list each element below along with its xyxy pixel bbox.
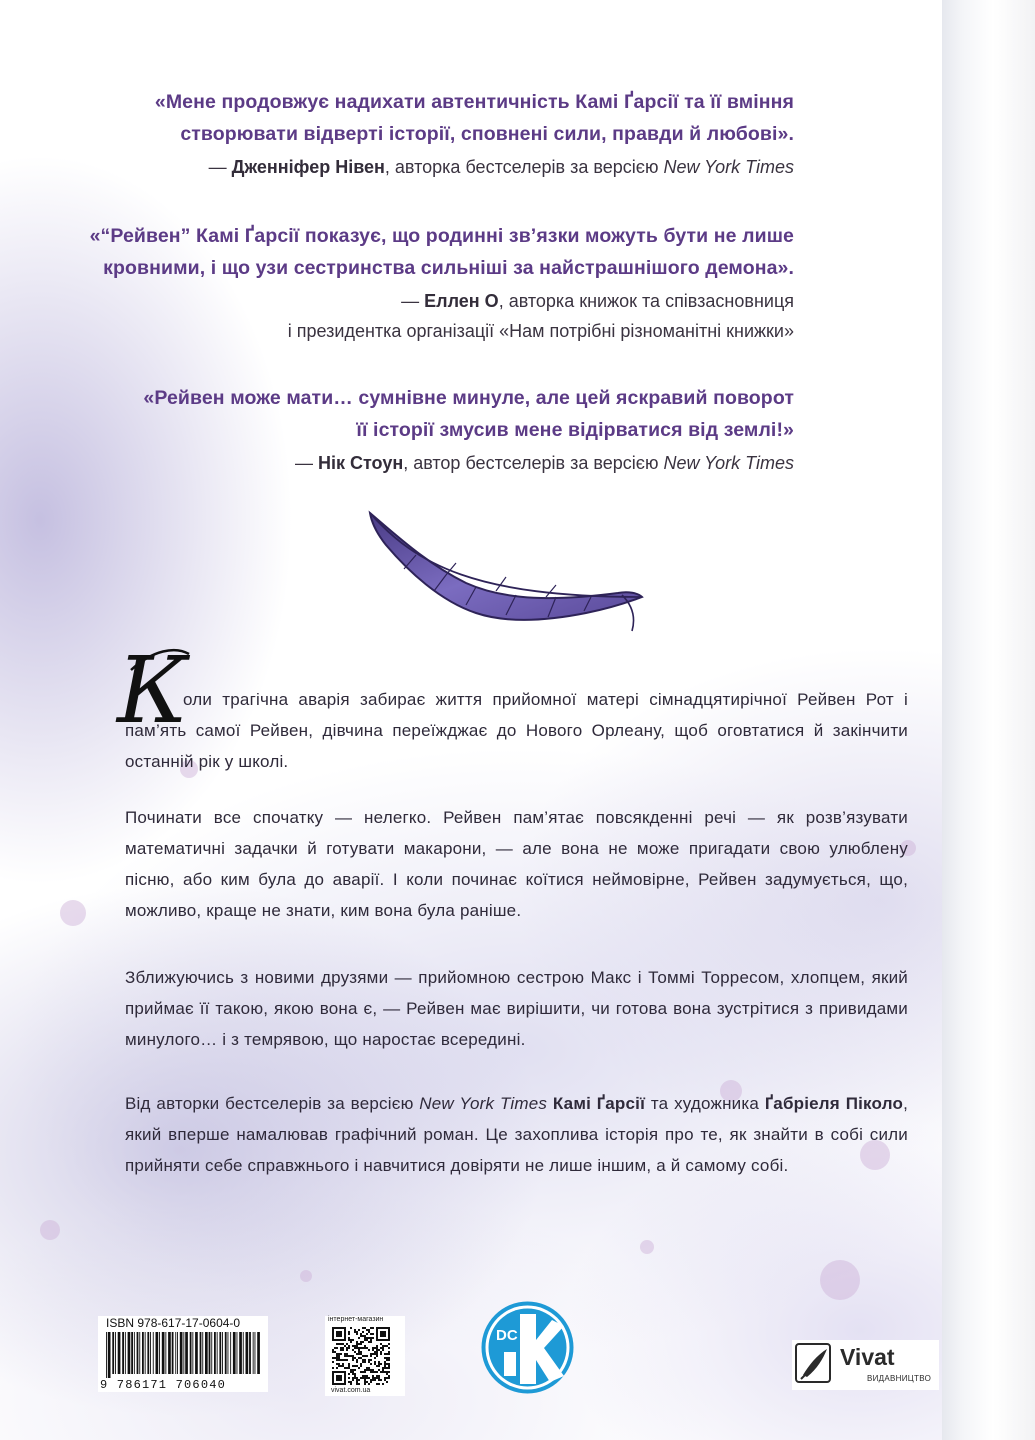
quote-3-line-2: її історії змусив мене відірватися від землі!»: [356, 419, 794, 441]
description-paragraph-2: Починати все спочатку — нелегко. Рейвен пам’ятає повсякденні речі — як розв’язувати математичні задачки й готувати макарони, — але вона не може пригадати свою улюблену пісню, або ким була до аварії. І коли починає коїтися неймовірне, Рейвен задумується, що, можливо, краще не знати, ким вона була раніше.: [125, 808, 908, 920]
attribution-dash: —: [294, 453, 318, 473]
quote-1-line-1: «Мене продовжує надихати автентичність Камі Ґарсії та її вміння: [154, 91, 794, 113]
quote-3-attribution: [143, 448, 794, 478]
publisher-subtitle: ВИДАВНИЦТВО: [867, 1374, 932, 1383]
isbn-barcode: [98, 1316, 268, 1392]
attribution-text: , авторка бестселерів за версією: [384, 157, 664, 177]
attribution-name: Нік Стоун: [317, 453, 404, 473]
vivat-publisher-logo: [792, 1340, 939, 1390]
description-paragraph-1: оли трагічна аварія забирає життя прийомної матері сімнадцятирічної Рейвен Рот і пам’ять самої Рейвен, дівчина переїжджає до Нового Орлеану, щоб оговтатися й закінчити останній рік у школі.: [125, 690, 908, 771]
qr-code[interactable]: [332, 1327, 390, 1385]
description-paragraph-3: Зближуючись з новими друзями — прийомною сестрою Макс і Томмі Торресом, хлопцем, який приймає її такою, якою вона є, — Рейвен має вирішити, чи готова вона зустрітися з привидами минулого… і з темрявою, що наростає всередині.: [125, 968, 908, 1049]
attribution-name: Дженніфер Нівен: [231, 157, 385, 177]
attribution-dash: —: [401, 291, 425, 311]
dc-comics-logo: [480, 1300, 575, 1395]
watercolor-dot: [820, 1260, 860, 1300]
p4-author-name: Камі Ґарсії: [547, 1094, 646, 1113]
attribution-text: , авторка книжок та співзасновниця: [498, 291, 794, 311]
book-spine-edge: [942, 0, 1035, 1440]
p4-text-a: Від авторки бестселерів за версією: [125, 1094, 420, 1113]
attribution-italic: New York Times: [663, 453, 794, 473]
watercolor-dot: [40, 1220, 60, 1240]
attribution-name: Еллен О: [424, 291, 499, 311]
qr-bottom-label: vivat.com.ua: [331, 1387, 371, 1394]
p4-italic: New York Times: [419, 1094, 548, 1113]
feather-illustration: [356, 505, 646, 635]
qr-code-block: [325, 1316, 405, 1396]
watercolor-dot: [60, 900, 86, 926]
quote-1-attribution: [155, 152, 794, 182]
p4-text-c: , який вперше намалював графічний роман. Це захоплива історія про те, як знайти в собі сили прийняти себе справжнього і навчитися довіряти не лише іншим, а й самому собі.: [125, 1094, 908, 1175]
watercolor-dot: [640, 1240, 654, 1254]
qr-top-label: інтернет-магазин: [328, 1316, 384, 1323]
quote-3: [143, 382, 794, 478]
quote-2-attribution-line-2: і президентка організації «Нам потрібні різноманітні книжки»: [287, 321, 794, 341]
publisher-name: Vivat: [840, 1344, 895, 1370]
p4-text-b: та художника: [645, 1094, 765, 1113]
barcode-digits: 9 786171 706040: [100, 1378, 227, 1392]
quote-2-line-1: «“Рейвен” Камі Ґарсії показує, що родинні зв’язки можуть бути не лише: [89, 225, 794, 247]
quote-1: [155, 86, 794, 182]
svg-text:К: К: [117, 640, 189, 732]
attribution-text: , автор бестселерів за версією: [403, 453, 664, 473]
watercolor-dot: [300, 1270, 312, 1282]
svg-text:DC: DC: [496, 1327, 518, 1344]
attribution-italic: New York Times: [663, 157, 794, 177]
quote-2: [90, 220, 794, 346]
p4-artist-name: Ґабріеля Піколо: [764, 1094, 904, 1113]
description-paragraph-4: [125, 1088, 908, 1181]
attribution-dash: —: [208, 157, 232, 177]
quote-2-line-2: кровними, і що узи сестринства сильніші за найстрашнішого демона».: [103, 257, 794, 279]
quote-2-attribution: [90, 286, 794, 316]
isbn-label: ISBN 978-617-17-0604-0: [106, 1316, 241, 1330]
vivat-quill-icon: [795, 1343, 831, 1383]
quote-3-line-1: «Рейвен може мати… сумнівне минуле, але цей яскравий поворот: [143, 387, 794, 409]
quote-1-line-2: створювати відверті історії, сповнені сили, правди й любові».: [180, 123, 794, 145]
barcode-bars: [104, 1332, 260, 1378]
